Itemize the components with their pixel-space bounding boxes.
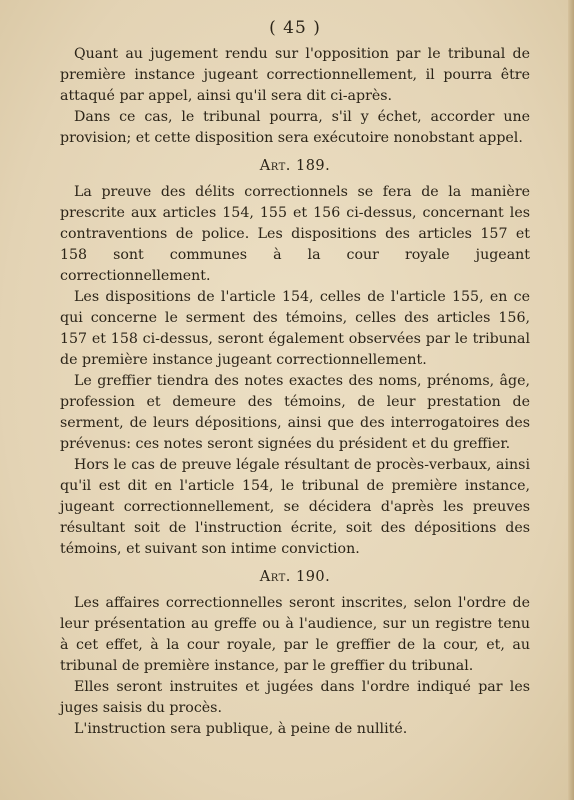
intro-section (60, 44, 530, 149)
paragraph: La preuve des délits correctionnels se fera de la manière prescrite aux articles 154, 155 et 156 ci-dessus, concernant les contraventions de police. Les dispositions des articles 157 et 158 sont communes à la cour royale jugeant correctionnellement. (60, 184, 530, 284)
paragraph: Les dispositions de l'article 154, celles de l'article 155, en ce qui concerne le serment des témoins, celles des articles 156, 157 et 158 ci-dessus, seront également observées par le tribunal de première instance jugeant correctionnellement. (60, 289, 530, 368)
page-edge (568, 0, 574, 800)
paragraph: Quant au jugement rendu sur l'opposition par le tribunal de première instance jugeant correctionnellement, il pourra être attaqué par appel, ainsi qu'il sera dit ci-après. (60, 46, 530, 104)
paragraph: L'instruction sera publique, à peine de nullité. (74, 721, 408, 737)
paragraph: Dans ce cas, le tribunal pourra, s'il y échet, accorder une provision; et cette disposition sera exécutoire nonobstant appel. (60, 109, 530, 146)
article-190-heading: Art. 190. (259, 569, 331, 585)
paragraph: Les affaires correctionnelles seront inscrites, selon l'ordre de leur présentation au greffe ou à l'audience, sur un registre tenu à cet effet, à la cour royale, par le greffier de la cour, et, au tribunal de première instance, par le greffier du tribunal. (60, 595, 530, 674)
article-189-body (60, 182, 530, 560)
article-189-heading: Art. 189. (259, 158, 331, 174)
paragraph: Le greffier tiendra des notes exactes des noms, prénoms, âge, profession et demeure des témoins, de leur prestation de serment, de leurs dépositions, ainsi que des interrogatoires des prévenus: ces notes seront signées du président et du greffier. (60, 373, 530, 452)
paragraph: Hors le cas de preuve légale résultant de procès-verbaux, ainsi qu'il est dit en l'article 154, le tribunal de première instance, jugeant correctionnellement, se décidera d'après les preuves résultant soit de l'instruction écrite, soit des dépositions des témoins, et suivant son intime conviction. (60, 457, 530, 557)
page-number: ( 45 ) (269, 18, 321, 38)
paragraph: Elles seront instruites et jugées dans l'ordre indiqué par les juges saisis du procès. (60, 679, 530, 716)
article-190-body (60, 593, 530, 740)
